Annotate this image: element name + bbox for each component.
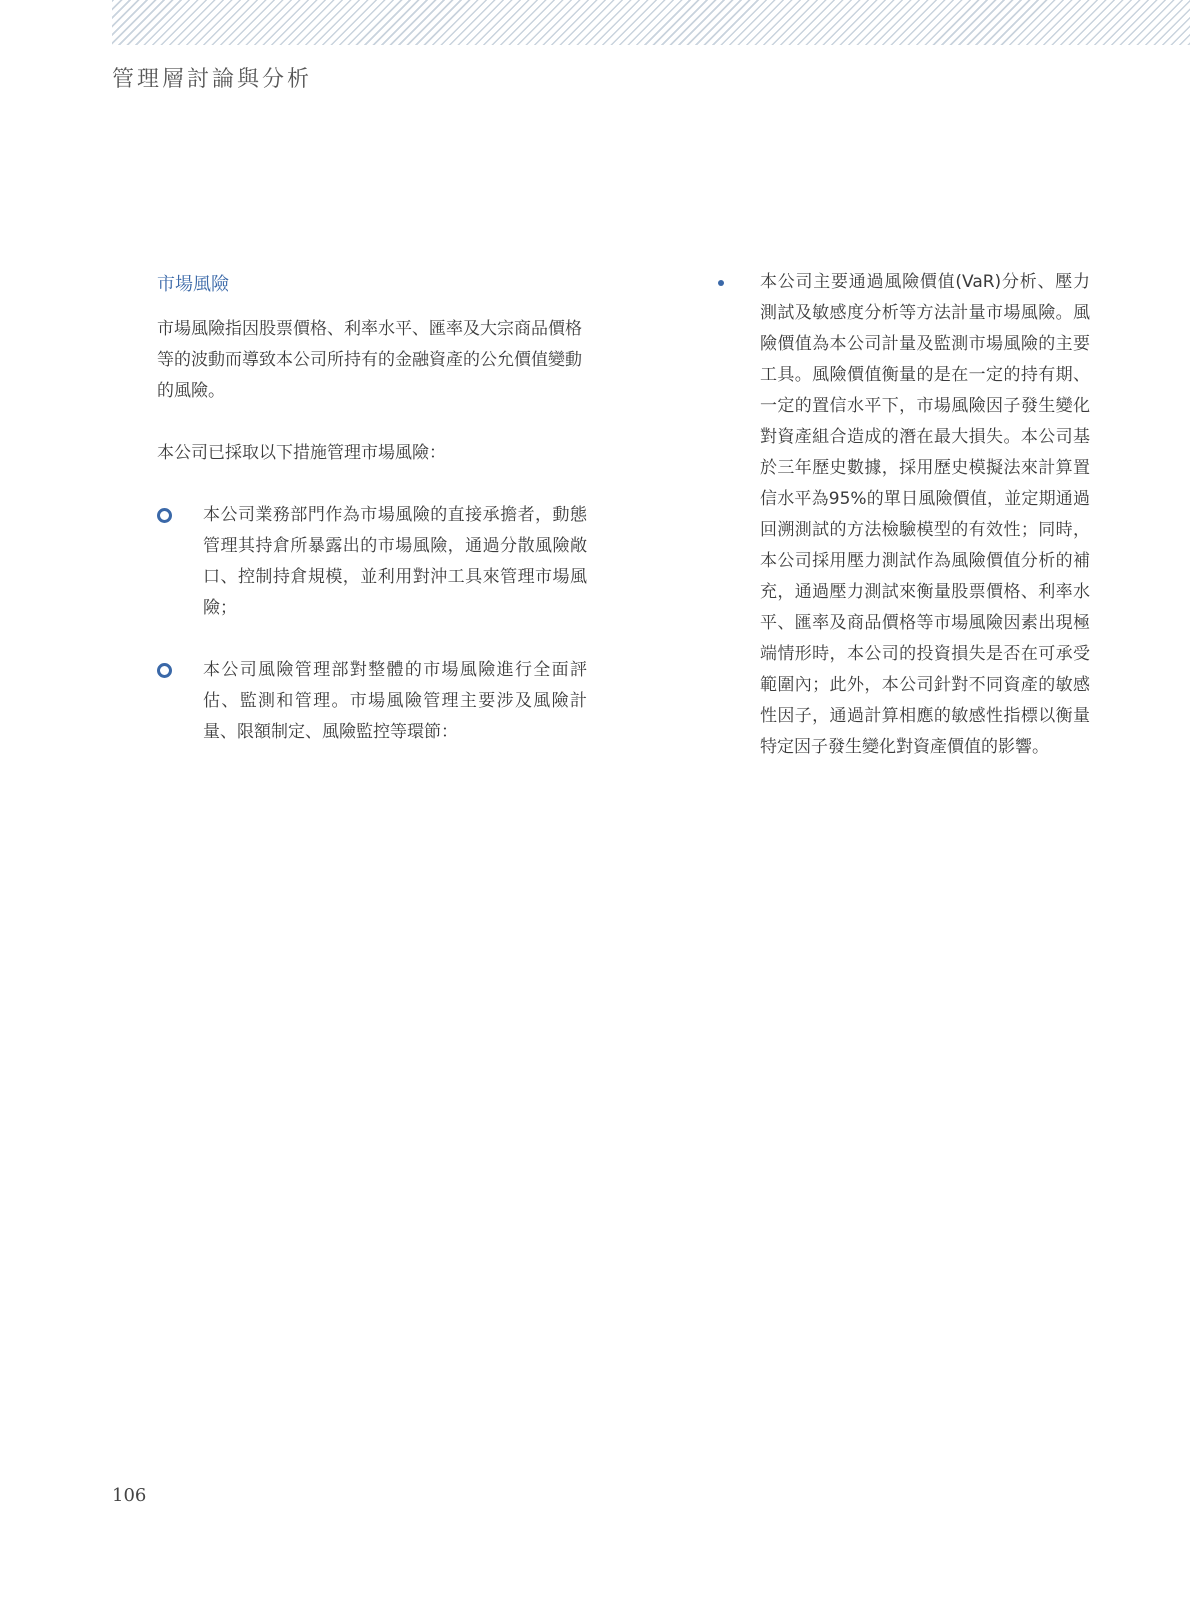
sub-point-text: 本公司主要通過風險價值(VaR)分析、壓力測試及敏感度分析等方法計量市場風險。風險價值為本公司計量及監測市場風險的主要工具。風險價值衡量的是在一定的持有期、一定的置信水平下，市場風險因子發生變化對資產組合造成的潛在最大損失。本公司基於三年歷史數據，採用歷史模擬法來計算置信水平為95%的單日風險價值，並定期通過回溯測試的方法檢驗模型的有效性；同時，本公司採用壓力測試作為風險價值分析的補充，通過壓力測試來衡量股票價格、利率水平、匯率及商品價格等市場風險因素出現極端情形時，本公司的投資損失是否在可承受範圍內；此外，本公司針對不同資產的敏感性因子，通過計算相應的敏感性指標以衡量特定因子發生變化對資產價值的影響。 [760, 272, 1090, 757]
market-risk-heading: 市場風險 [157, 274, 229, 295]
ring-bullet-icon [157, 508, 172, 523]
list-item-text: 本公司風險管理部對整體的市場風險進行全面評估、監測和管理。市場風險管理主要涉及風險計量、限額制定、風險監控等環節： [203, 660, 587, 742]
section-title: 管理層討論與分析 [112, 67, 313, 92]
header-hatch-band [112, 0, 1190, 45]
intro-paragraph: 市場風險指因股票價格、利率水平、匯率及大宗商品價格等的波動而導致本公司所持有的金融資產的公允價值變動的風險。 [157, 319, 582, 401]
ring-bullet-icon [157, 663, 172, 678]
right-column [718, 267, 1090, 763]
left-column [157, 272, 587, 748]
sub-point-item [718, 267, 1090, 763]
measures-lead-paragraph: 本公司已採取以下措施管理市場風險： [157, 443, 446, 463]
page-number: 106 [112, 1485, 147, 1506]
list-item-text: 本公司業務部門作為市場風險的直接承擔者，動態管理其持倉所暴露出的市場風險，通過分散風險敞口、控制持倉規模，並利用對沖工具來管理市場風險； [203, 505, 587, 618]
dot-bullet-icon [718, 280, 724, 286]
measures-list [157, 500, 587, 748]
list-item [157, 655, 587, 748]
list-item [157, 500, 587, 624]
